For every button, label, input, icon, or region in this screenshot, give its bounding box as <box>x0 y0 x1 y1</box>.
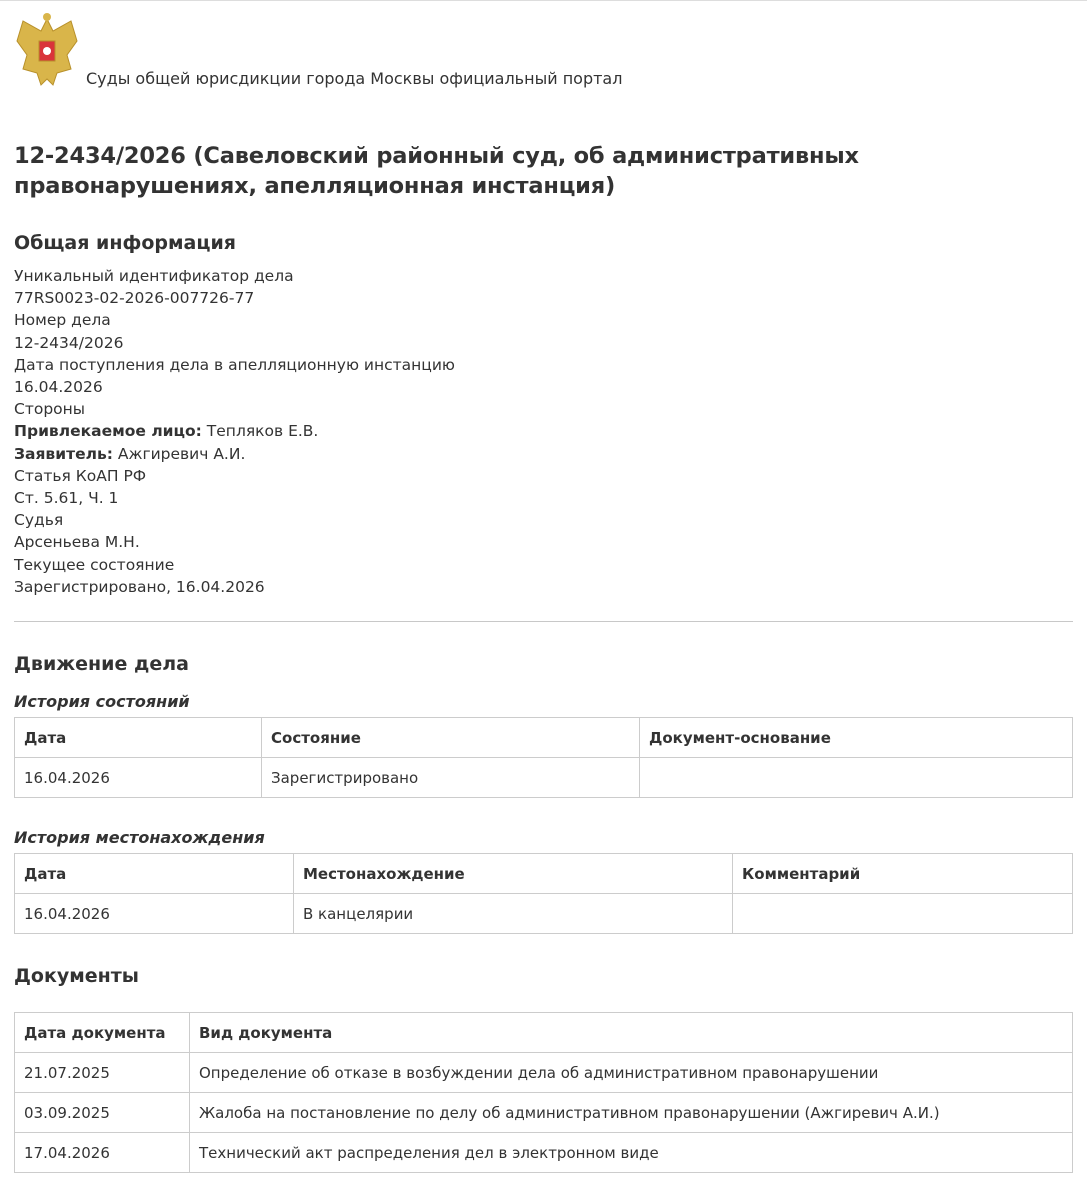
table-cell: 16.04.2026 <box>15 758 262 798</box>
location-history-heading: История местонахождения <box>14 828 265 848</box>
date-value: 16.04.2026 <box>14 378 103 397</box>
column-header: Дата документа <box>15 1013 190 1053</box>
column-header: Дата <box>15 718 262 758</box>
column-header: Документ-основание <box>640 718 1073 758</box>
column-header: Комментарий <box>733 854 1073 894</box>
documents-table <box>14 1012 1073 1173</box>
document-date: 03.09.2025 <box>15 1093 190 1133</box>
table-cell <box>733 894 1073 934</box>
table-row <box>15 1133 1073 1173</box>
article-value: Ст. 5.61, Ч. 1 <box>14 489 119 508</box>
table-cell <box>640 758 1073 798</box>
divider <box>14 621 1073 622</box>
general-info <box>14 265 1073 598</box>
states-history-heading: История состояний <box>14 692 190 712</box>
table-row <box>15 758 1073 798</box>
judge-label: Судья <box>14 511 64 530</box>
location-history-table <box>14 853 1073 934</box>
document-date: 21.07.2025 <box>15 1053 190 1093</box>
party-defendant <box>14 420 1073 442</box>
uid-value: 77RS0023-02-2026-007726-77 <box>14 289 255 308</box>
judge-value: Арсеньева М.Н. <box>14 533 140 552</box>
party-name: Тепляков Е.В. <box>201 422 319 441</box>
state-label: Текущее состояние <box>14 555 175 574</box>
documents-heading: Документы <box>14 965 139 988</box>
state-value: Зарегистрировано, 16.04.2026 <box>14 577 265 596</box>
table-cell: Зарегистрировано <box>262 758 640 798</box>
party-applicant <box>14 443 1073 465</box>
states-history-table <box>14 717 1073 798</box>
uid-label: Уникальный идентификатор дела <box>14 267 294 285</box>
column-header: Дата <box>15 854 294 894</box>
table-header-row <box>15 718 1073 758</box>
column-header: Состояние <box>262 718 640 758</box>
number-label: Номер дела <box>14 311 111 330</box>
movement-heading: Движение дела <box>14 653 189 676</box>
table-header-row <box>15 1013 1073 1053</box>
table-row <box>15 1053 1073 1093</box>
column-header: Местонахождение <box>294 854 733 894</box>
date-label: Дата поступления дела в апелляционную инстанцию <box>14 355 455 374</box>
article-label: Статья КоАП РФ <box>14 466 147 485</box>
table-cell: В канцелярии <box>294 894 733 934</box>
portal-name[interactable]: Суды общей юрисдикции города Москвы официальный портал <box>86 69 623 88</box>
table-row <box>15 894 1073 934</box>
site-header <box>0 1 1087 101</box>
document-type[interactable]: Определение об отказе в возбуждении дела об административном правонарушении <box>190 1053 1073 1093</box>
column-header: Вид документа <box>190 1013 1073 1053</box>
party-name: Ажгиревич А.И. <box>112 444 246 463</box>
party-role: Заявитель: <box>14 444 113 463</box>
table-cell: 16.04.2026 <box>15 894 294 934</box>
parties-label: Стороны <box>14 400 86 419</box>
russian-coat-of-arms-logo[interactable] <box>13 11 81 87</box>
document-type[interactable]: Технический акт распределения дел в электронном виде <box>190 1133 1073 1173</box>
number-value: 12-2434/2026 <box>14 333 124 352</box>
document-date: 17.04.2026 <box>15 1133 190 1173</box>
document-type[interactable]: Жалоба на постановление по делу об административном правонарушении (Ажгиревич А.И.) <box>190 1093 1073 1133</box>
table-row <box>15 1093 1073 1133</box>
table-header-row <box>15 854 1073 894</box>
general-info-heading: Общая информация <box>14 232 236 254</box>
party-role: Привлекаемое лицо: <box>14 422 202 441</box>
case-title: 12-2434/2026 (Савеловский районный суд, об административных правонарушениях, апелляционная инстанция) <box>14 143 859 199</box>
